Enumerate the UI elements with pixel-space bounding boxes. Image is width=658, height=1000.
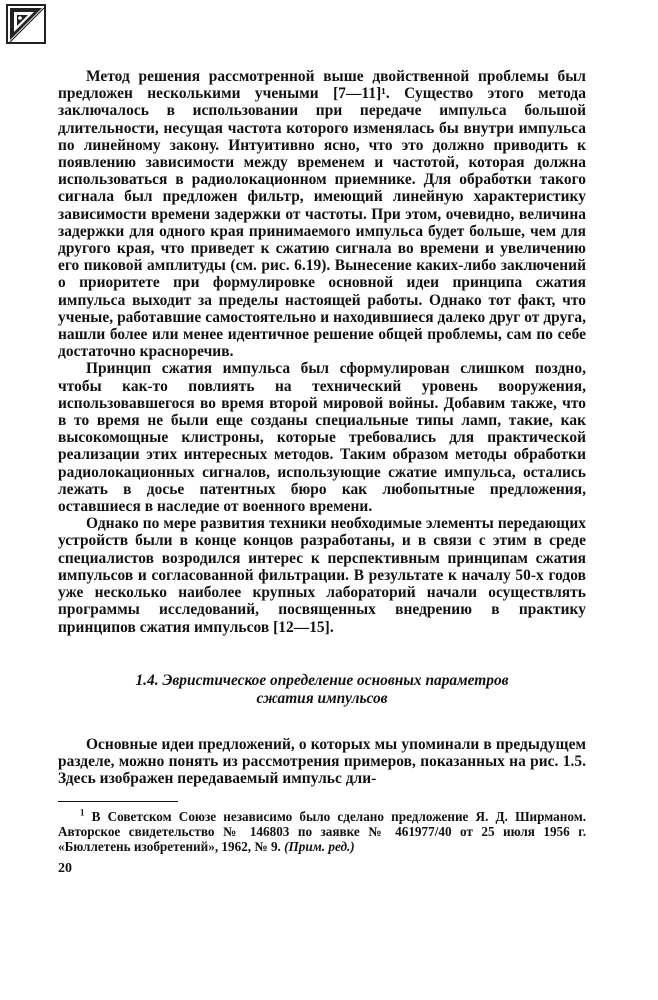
footnote-text: В Советском Союзе независимо было сделано предложение Я. Д. Ширманом. Авторское свидетельство № 146803 по заявке № 461977/40 от 25 июля 1956 г. «Бюллетень изобретений», 1962, № 9. xyxy=(58,809,586,854)
footnote-divider xyxy=(58,801,178,802)
body-paragraph: Однако по мере развития техники необходимые элементы передающих устройств были в конце концов разработаны, и в связи с этим в среде специалистов возродился интерес к перспективным принципам сжатия импульсов и согласованной фильтрации. В результате к началу 50-х годов уже несколько наиболее крупных лабораторий начали осуществлять программы исследований, посвященных внедрению в практику принципов сжатия импульсов [12—15]. xyxy=(58,515,586,636)
footnote xyxy=(58,807,586,854)
book-page xyxy=(58,68,586,877)
footnote-marker: 1 xyxy=(80,807,85,818)
corner-ornament-icon xyxy=(6,4,46,44)
section-heading-line: сжатия импульсов xyxy=(256,689,388,707)
body-paragraph: Основные идеи предложений, о которых мы упоминали в предыдущем разделе, можно понять из рассмотрения примеров, показанных на рис. 1.5. Здесь изображен передаваемый импульс дли- xyxy=(58,735,586,788)
section-heading xyxy=(58,672,586,708)
section-heading-line: 1.4. Эвристическое определение основных параметров xyxy=(135,671,509,689)
page-number: 20 xyxy=(58,860,72,876)
footnote-editor-note: (Прим. ред.) xyxy=(284,838,355,854)
body-paragraph: Принцип сжатия импульса был сформулирован слишком поздно, чтобы как-то повлиять на технический уровень вооружения, использовавшегося во время второй мировой войны. Добавим также, что в то время не были еще созданы специальные типы ламп, такие, как высокомощные клистроны, которые требовались для практической реализации этих интересных методов. Таким образом методы обработки радиолокационных сигналов, использующие сжатие импульса, остались лежать в досье патентных бюро как любопытные предложения, оставшиеся в наследие от военного времени. xyxy=(58,360,586,516)
body-paragraph: Метод решения рассмотренной выше двойственной проблемы был предложен несколькими учеными [7—11]¹. Существо этого метода заключалось в использовании при передаче импульса большой длительности, несущая частота которого изменялась бы внутри импульса по линейному закону. Интуитивно ясно, что это должно приводить к появлению зависимости между временем и частотой, которая должна использоваться в радиолокационном приемнике. Для обработки такого сигнала был предложен фильтр, имеющий линейную характеристику зависимости времени задержки от частоты. При этом, очевидно, величина задержки для одного края принимаемого импульса будет больше, чем для другого края, что приведет к сжатию сигнала во времени и увеличению его пиковой амплитуды (см. рис. 6.19). Вынесение каких-либо заключений о приоритете при формулировке основной идеи принципа сжатия импульса выходит за пределы настоящей работы. Однако тот факт, что ученые, работавшие самостоятельно и находившиеся далеко друг от друга, нашли более или менее идентичное решение общей проблемы, сам по себе достаточно красноречив. xyxy=(58,68,586,361)
